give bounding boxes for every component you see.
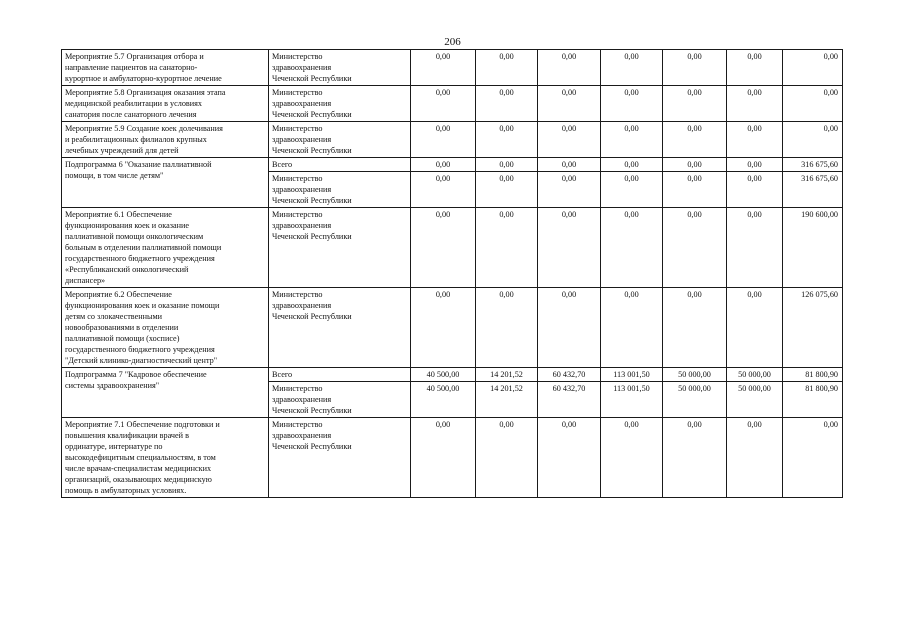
value-cell: 0,00 xyxy=(411,50,476,86)
value-cell: 40 500,00 xyxy=(411,368,476,382)
table-row xyxy=(62,208,843,288)
activity-cell: Подпрограмма 7 "Кадровое обеспечение системы здравоохранения" xyxy=(62,368,269,418)
executor-cell: Министерство здравоохранения Чеченской Республики xyxy=(269,172,411,208)
value-cell: 0,00 xyxy=(476,418,538,498)
value-cell: 60 432,70 xyxy=(538,368,601,382)
activity-cell: Мероприятие 6.1 Обеспечение функционирования коек и оказание паллиативной помощи онкологическим больным в отделении паллиативной помощи государственного бюджетного учреждения «Республиканский онкологический диспансер» xyxy=(62,208,269,288)
value-cell: 50 000,00 xyxy=(663,382,727,418)
table-row xyxy=(62,158,843,172)
value-cell: 60 432,70 xyxy=(538,382,601,418)
activity-cell: Мероприятие 6.2 Обеспечение функционирования коек и оказание помощи детям со злокачественными новообразованиями в отделении паллиативной помощи (хосписе) государственного бюджетного учреждения "Детский клинико-диагностический центр" xyxy=(62,288,269,368)
value-cell: 0,00 xyxy=(727,86,783,122)
value-cell: 0,00 xyxy=(601,86,663,122)
value-cell: 0,00 xyxy=(663,288,727,368)
table-row xyxy=(62,368,843,382)
value-cell: 0,00 xyxy=(601,418,663,498)
activity-cell: Мероприятие 5.9 Создание коек долечивания и реабилитационных филиалов крупных лечебных учреждений для детей xyxy=(62,122,269,158)
value-cell: 0,00 xyxy=(538,418,601,498)
value-cell: 0,00 xyxy=(476,50,538,86)
value-cell: 0,00 xyxy=(476,208,538,288)
value-cell: 0,00 xyxy=(476,158,538,172)
executor-cell: Министерство здравоохранения Чеченской Республики xyxy=(269,288,411,368)
executor-cell: Министерство здравоохранения Чеченской Республики xyxy=(269,382,411,418)
executor-cell: Министерство здравоохранения Чеченской Республики xyxy=(269,122,411,158)
value-cell: 0,00 xyxy=(663,50,727,86)
value-cell: 0,00 xyxy=(411,172,476,208)
activity-cell: Мероприятие 7.1 Обеспечение подготовки и повышения квалификации врачей в ординатуре, интернатуре по высокодефицитным специальностям, в том числе врачам-специалистам медицинских организаций, оказывающих медицинскую помощь в амбулаторных условиях. xyxy=(62,418,269,498)
value-cell: 113 001,50 xyxy=(601,382,663,418)
value-cell: 316 675,60 xyxy=(783,158,843,172)
value-cell: 0,00 xyxy=(663,122,727,158)
value-cell: 126 075,60 xyxy=(783,288,843,368)
value-cell: 0,00 xyxy=(538,158,601,172)
value-cell: 0,00 xyxy=(783,50,843,86)
value-cell: 0,00 xyxy=(476,122,538,158)
page-number: 206 xyxy=(444,36,461,48)
value-cell: 40 500,00 xyxy=(411,382,476,418)
value-cell: 0,00 xyxy=(727,50,783,86)
value-cell: 14 201,52 xyxy=(476,382,538,418)
table-row xyxy=(62,50,843,86)
executor-cell: Министерство здравоохранения Чеченской Республики xyxy=(269,50,411,86)
value-cell: 0,00 xyxy=(783,122,843,158)
value-cell: 0,00 xyxy=(411,208,476,288)
value-cell: 0,00 xyxy=(601,122,663,158)
value-cell: 0,00 xyxy=(663,86,727,122)
value-cell: 0,00 xyxy=(601,172,663,208)
executor-cell: Министерство здравоохранения Чеченской Республики xyxy=(269,86,411,122)
value-cell: 0,00 xyxy=(411,122,476,158)
value-cell: 0,00 xyxy=(601,208,663,288)
value-cell: 0,00 xyxy=(727,208,783,288)
value-cell: 0,00 xyxy=(601,288,663,368)
value-cell: 113 001,50 xyxy=(601,368,663,382)
activity-cell: Мероприятие 5.8 Организация оказания этапа медицинской реабилитации в условиях санатория после санаторного лечения xyxy=(62,86,269,122)
value-cell: 0,00 xyxy=(663,158,727,172)
value-cell: 0,00 xyxy=(538,288,601,368)
value-cell: 0,00 xyxy=(476,288,538,368)
value-cell: 0,00 xyxy=(538,86,601,122)
value-cell: 0,00 xyxy=(663,172,727,208)
value-cell: 316 675,60 xyxy=(783,172,843,208)
value-cell: 0,00 xyxy=(727,418,783,498)
value-cell: 50 000,00 xyxy=(727,368,783,382)
value-cell: 190 600,00 xyxy=(783,208,843,288)
value-cell: 0,00 xyxy=(538,50,601,86)
executor-cell: Всего xyxy=(269,158,411,172)
table-row xyxy=(62,418,843,498)
executor-cell: Всего xyxy=(269,368,411,382)
value-cell: 0,00 xyxy=(663,208,727,288)
value-cell: 0,00 xyxy=(411,158,476,172)
value-cell: 0,00 xyxy=(601,158,663,172)
value-cell: 0,00 xyxy=(538,172,601,208)
value-cell: 0,00 xyxy=(727,158,783,172)
value-cell: 0,00 xyxy=(601,50,663,86)
value-cell: 0,00 xyxy=(727,122,783,158)
value-cell: 0,00 xyxy=(727,288,783,368)
value-cell: 50 000,00 xyxy=(663,368,727,382)
value-cell: 0,00 xyxy=(783,418,843,498)
value-cell: 0,00 xyxy=(783,86,843,122)
table-row xyxy=(62,288,843,368)
table-row xyxy=(62,86,843,122)
value-cell: 0,00 xyxy=(538,208,601,288)
value-cell: 0,00 xyxy=(727,172,783,208)
activity-cell: Мероприятие 5.7 Организация отбора и направление пациентов на санаторно- курортное и амбулаторно-курортное лечение xyxy=(62,50,269,86)
value-cell: 0,00 xyxy=(663,418,727,498)
value-cell: 14 201,52 xyxy=(476,368,538,382)
budget-table xyxy=(61,49,843,498)
value-cell: 0,00 xyxy=(538,122,601,158)
value-cell: 0,00 xyxy=(476,172,538,208)
value-cell: 0,00 xyxy=(411,288,476,368)
value-cell: 0,00 xyxy=(411,418,476,498)
table-row xyxy=(62,122,843,158)
value-cell: 0,00 xyxy=(411,86,476,122)
executor-cell: Министерство здравоохранения Чеченской Республики xyxy=(269,418,411,498)
executor-cell: Министерство здравоохранения Чеченской Республики xyxy=(269,208,411,288)
activity-cell: Подпрограмма 6 "Оказание паллиативной помощи, в том числе детям" xyxy=(62,158,269,208)
value-cell: 81 800,90 xyxy=(783,382,843,418)
value-cell: 0,00 xyxy=(476,86,538,122)
value-cell: 81 800,90 xyxy=(783,368,843,382)
value-cell: 50 000,00 xyxy=(727,382,783,418)
